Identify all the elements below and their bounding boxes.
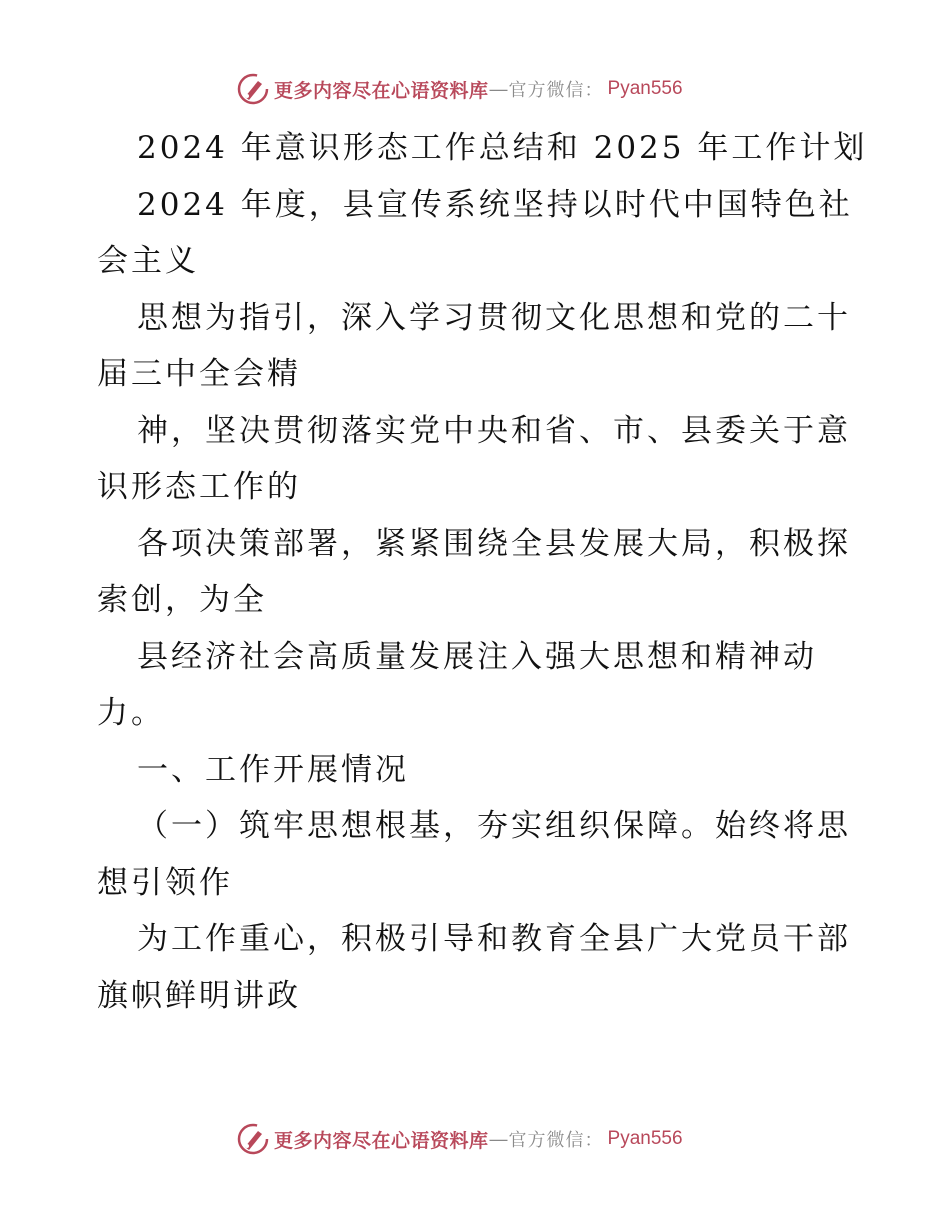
header-watermark (236, 72, 683, 106)
doc-line: 索创，为全 (97, 582, 267, 618)
watermark-dash: — (489, 78, 508, 99)
pen-circle-logo-icon (236, 72, 270, 106)
watermark-label: 官方微信： (508, 1130, 604, 1151)
doc-line: 力。 (97, 695, 165, 731)
doc-line: 县经济社会高质量发展注入强大思想和精神动 (137, 638, 817, 675)
doc-line: 识形态工作的 (97, 469, 301, 505)
document-body (97, 120, 868, 1024)
watermark-dash: — (489, 1128, 508, 1149)
subsection-heading: （一）筑牢思想根基，夯实组织保障。始终将思 (137, 808, 851, 844)
doc-line: 神，坚决贯彻落实党中央和省、市、县委关于意 (137, 412, 851, 449)
doc-line: 思想为指引，深入学习贯彻文化思想和党的二十 (137, 299, 851, 336)
doc-line: 会主义 (97, 243, 199, 279)
section-heading: 一、工作开展情况 (137, 751, 409, 788)
doc-line: 旗帜鲜明讲政 (97, 977, 301, 1014)
watermark-label: 官方微信： (508, 80, 604, 101)
pen-circle-logo-icon (236, 1122, 270, 1156)
watermark-main-text: 更多内容尽在心语资料库 (274, 1129, 489, 1152)
watermark-wechat-id: Pyan556 (607, 1128, 683, 1149)
watermark-main-text: 更多内容尽在心语资料库 (274, 79, 489, 102)
doc-line: 为工作重心，积极引导和教育全县广大党员干部 (137, 921, 851, 957)
doc-line: 各项决策部署，紧紧围绕全县发展大局，积极探 (137, 525, 851, 562)
doc-line: 届三中全会精 (97, 356, 301, 392)
doc-title: 2024 年意识形态工作总结和 2025 年工作计划 (137, 130, 868, 166)
doc-line: 想引领作 (97, 864, 233, 901)
watermark-wechat-id: Pyan556 (607, 78, 683, 99)
doc-line: 2024 年度，县宣传系统坚持以时代中国特色社 (137, 186, 853, 223)
footer-watermark (236, 1122, 683, 1156)
